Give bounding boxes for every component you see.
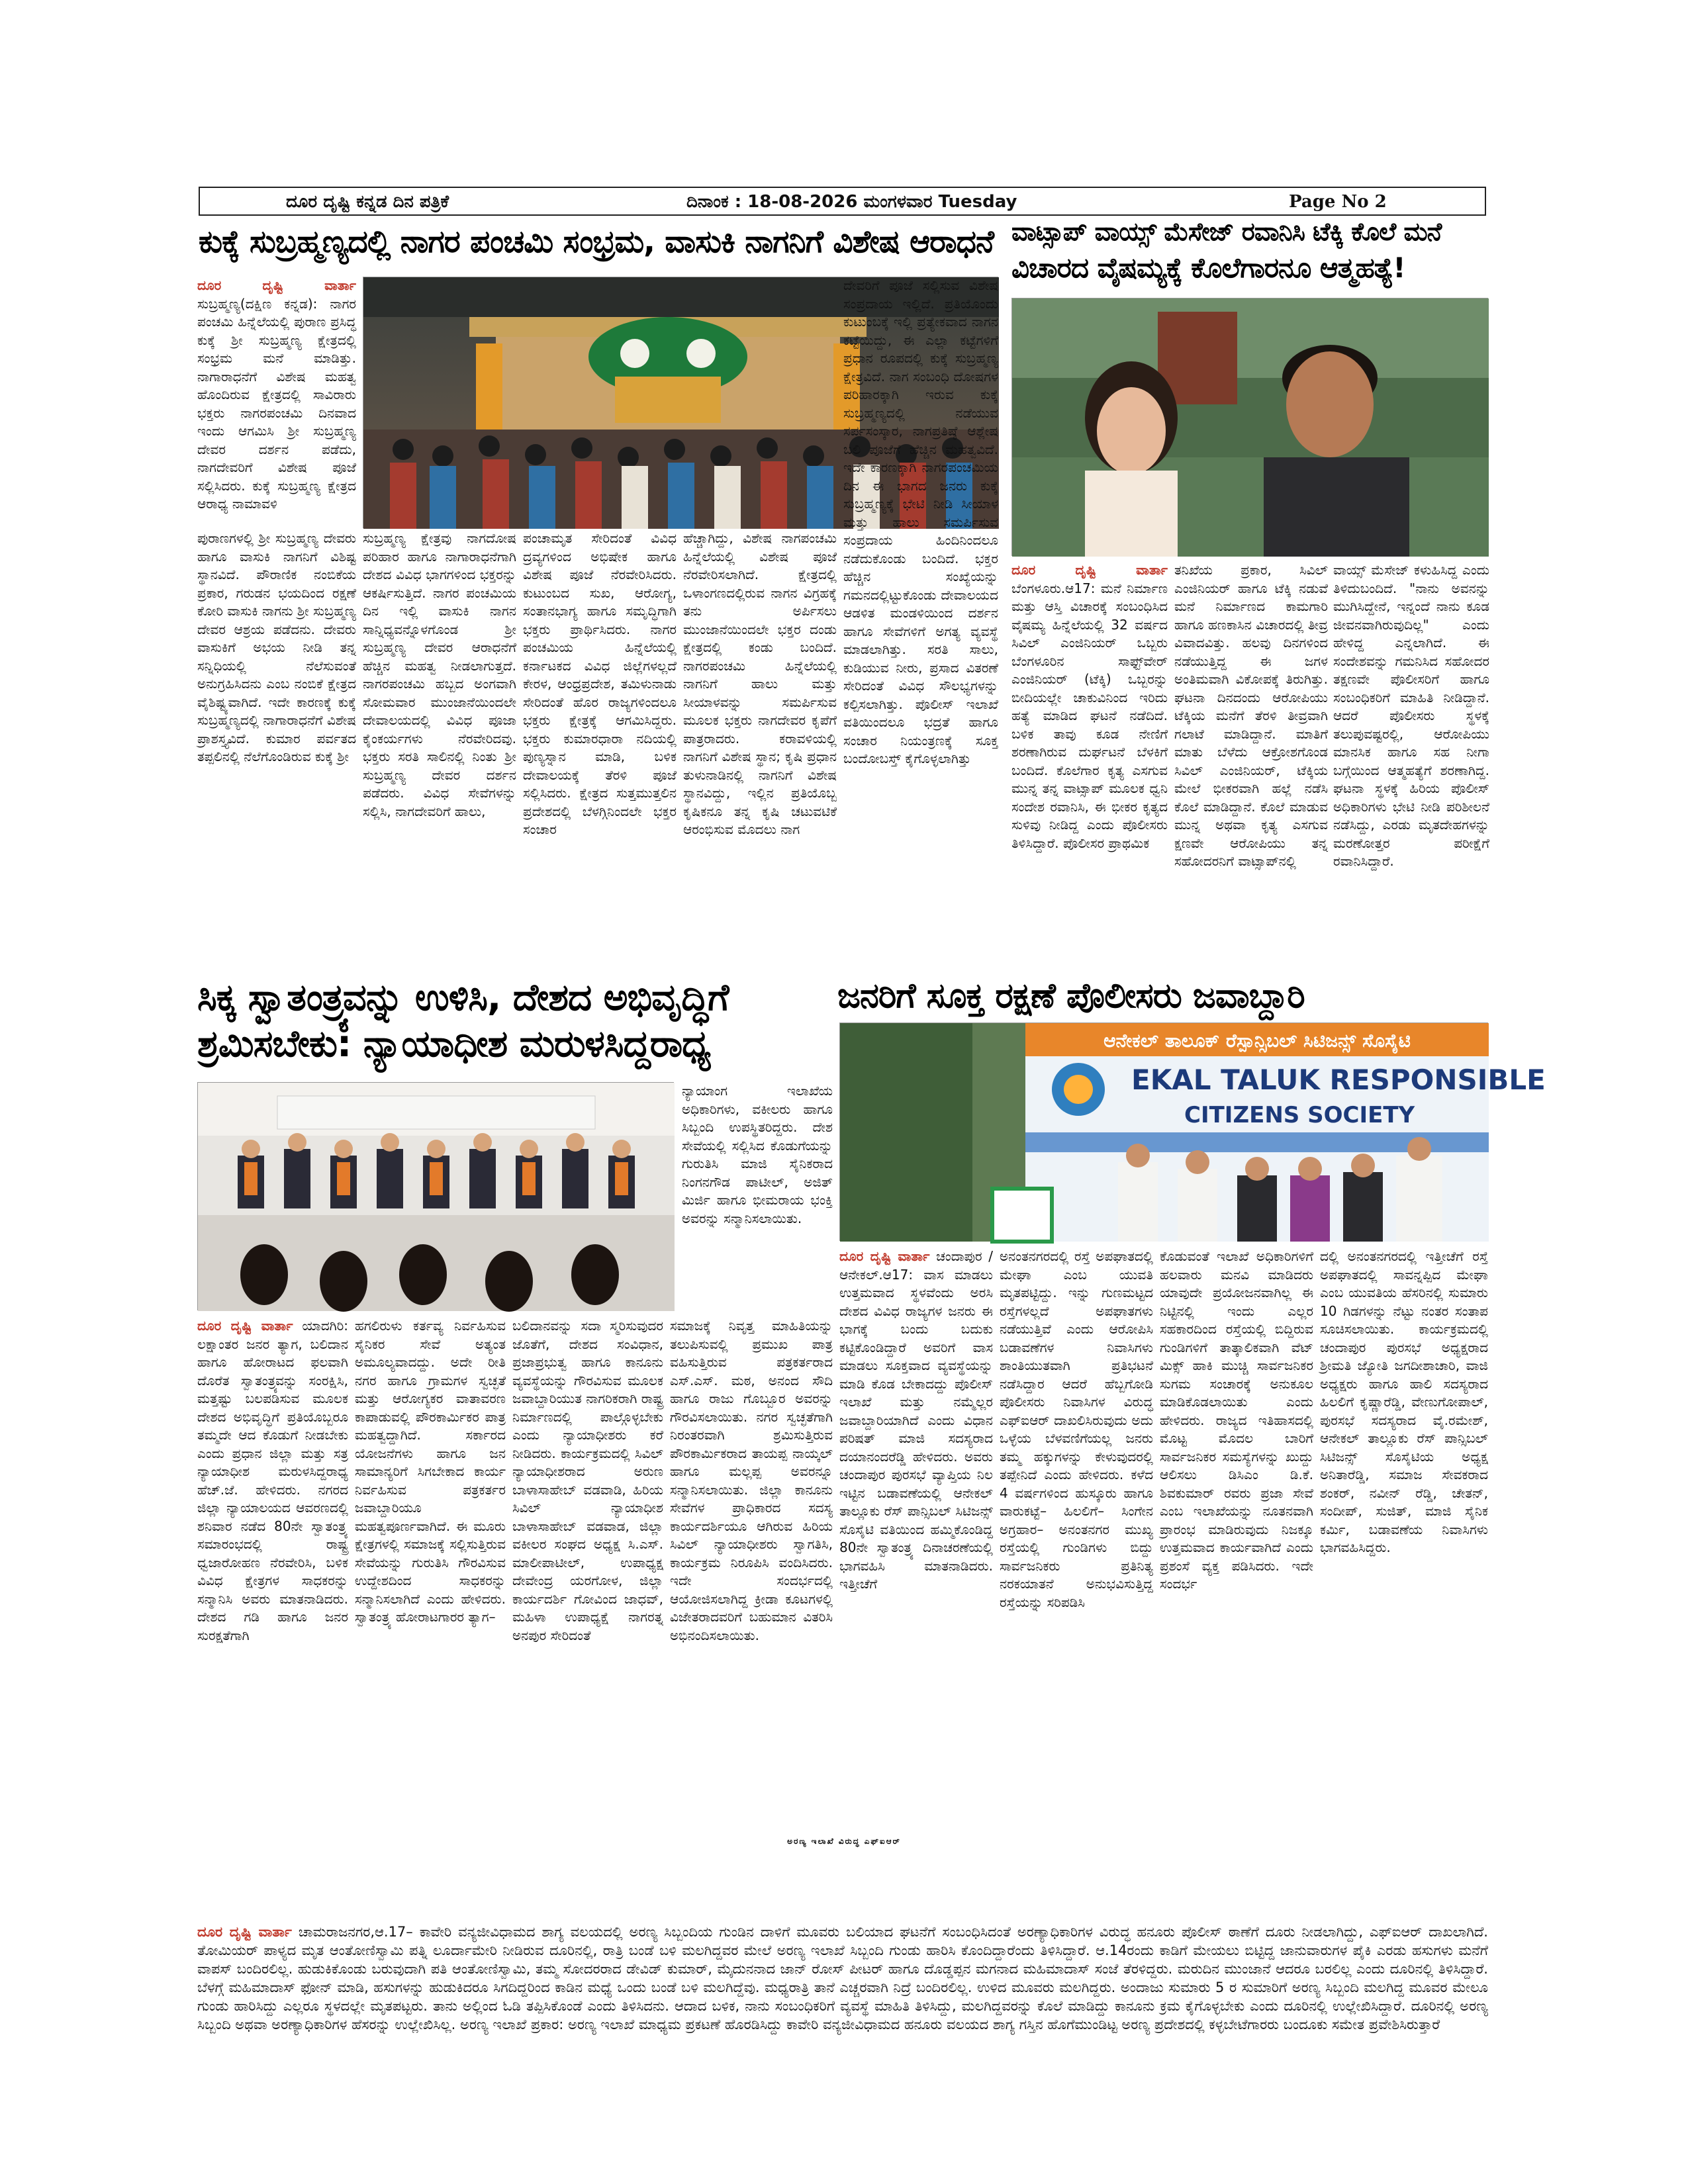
article1-col1-top: ದೂರ ದೃಷ್ಟಿ ವಾರ್ತಾ ಸುಬ್ರಹ್ಮಣ್ಯ(ದಕ್ಷಿಣ ಕನ್ನಡ): ನಾಗರ ಪಂಚಮಿ ಹಿನ್ನೆಲೆಯಲ್ಲಿ ಪುರಾಣ ಪ್ರಸಿದ್ಧ ಕುಕ್ಕೆ ಶ್ರೀ ಸುಬ್ರಹ್ಮಣ್ಯ ಕ್ಷೇತ್ರದಲ್ಲಿ ಸಂಭ್ರಮ ಮನೆ ಮಾಡಿತ್ತು. ನಾಗಾರಾಧನೆಗೆ ವಿಶೇಷ ಮಹತ್ವ ಹೊಂದಿರುವ ಕ್ಷೇತ್ರದಲ್ಲಿ ಸಾವಿರಾರು ಭಕ್ತರು ನಾಗರಪಂಚಮಿ ದಿನವಾದ ಇಂದು ಆಗಮಿಸಿ ಶ್ರೀ ಸುಬ್ರಹ್ಮಣ್ಯ ದೇವರ ದರ್ಶನ ಪಡೆದು, ನಾಗದೇವರಿಗೆ ವಿಶೇಷ ಪೂಜೆ ಸಲ್ಲಿಸಿದರು. ಕುಕ್ಕೆ ಸುಬ್ರಹ್ಮಣ್ಯ ಕ್ಷೇತ್ರದ ಆರಾಧ್ಯ ನಾಮಾವಳಿ [197,277,356,512]
article4-headline: ಜನರಿಗೆ ಸೂಕ್ತ ರಕ್ಷಣೆ ಪೊಲೀಸರು ಜವಾಬ್ದಾರಿ [837,976,1305,1016]
article1-col3: ಪಂಚಾಮೃತ ಸೇರಿದಂತೆ ವಿವಿಧ ದ್ರವ್ಯಗಳಿಂದ ಅಭಿಷೇಕ ಹಾಗೂ ವಿಶೇಷ ಪೂಜೆ ನೆರವೇರಿಸಿದರು. ಕುಟುಂಬದ ಸುಖ, ಆರೋಗ್ಯ, ಸಂತಾನಭಾಗ್ಯ ಹಾಗೂ ಸಮೃದ್ಧಿಗಾಗಿ ಭಕ್ತರು ಪ್ರಾರ್ಥಿಸಿದರು. ನಾಗರ ಪಂಚಮಿಯ ಹಿನ್ನೆಲೆಯಲ್ಲಿ ಕರ್ನಾಟಕದ ವಿವಿಧ ಜಿಲ್ಲೆಗಳಲ್ಲದೆ ಕೇರಳ, ಆಂಧ್ರಪ್ರದೇಶ, ತಮಿಳುನಾಡು ಸೇರಿದಂತೆ ಹೊರ ರಾಜ್ಯಗಳಿಂದಲೂ ಭಕ್ತರು ಕ್ಷೇತ್ರಕ್ಕೆ ಆಗಮಿಸಿದ್ದರು. ಭಕ್ತರು ಕುಮಾರಧಾರಾ ನದಿಯಲ್ಲಿ ಪುಣ್ಯಸ್ನಾನ ಮಾಡಿ, ಬಳಿಕ ದೇವಾಲಯಕ್ಕೆ ತೆರಳಿ ಪೂಜೆ ಸಲ್ಲಿಸಿದರು. ಕ್ಷೇತ್ರದ ಸುತ್ತಮುತ್ತಲಿನ ಪ್ರದೇಶದಲ್ಲಿ ಬೆಳಗ್ಗಿನಿಂದಲೇ ಭಕ್ತರ ಸಂಚಾರ [523,530,677,837]
article3-col4: ಸಮಾಜಕ್ಕೆ ನಿವೃತ್ತ ಮಾಹಿತಿಯನ್ನು ತಲುಪಿಸುವಲ್ಲಿ ಪ್ರಮುಖ ಪಾತ್ರ ವಹಿಸುತ್ತಿರುವ ಪತ್ರಕರ್ತರಾದ ಎಸ್.ಎಸ್. ಮಠ, ಅನಂದ ಸೌದಿ ಹಾಗೂ ರಾಜು ಗೊಬ್ಬೂರ ಅವರನ್ನು ಗೌರವಿಸಲಾಯಿತು. ನಗರ ಸ್ವಚ್ಛತೆಗಾಗಿ ನಿರಂತರವಾಗಿ ಶ್ರಮಿಸುತ್ತಿರುವ ಪೌರಕಾರ್ಮಿಕರಾದ ತಾಯಪ್ಪ ನಾಯ್ಕಲ್ ಹಾಗೂ ಮಲ್ಲಪ್ಪ ಅವರನ್ನೂ ಸನ್ಮಾನಿಸಲಾಯಿತು. ಜಿಲ್ಲಾ ಕಾನೂನು ಸೇವೆಗಳ ಪ್ರಾಧಿಕಾರದ ಸದಸ್ಯ ಕಾರ್ಯದರ್ಶಿಯೂ ಆಗಿರುವ ಹಿರಿಯ ಸಿವಿಲ್ ನ್ಯಾಯಾಧೀಶರು ಸ್ವಾಗತಿಸಿ, ಕಾರ್ಯಕ್ರಮ ನಿರೂಪಿಸಿ ವಂದಿಸಿದರು. ಇದೇ ಸಂದರ್ಭದಲ್ಲಿ ಆಯೋಜಿಸಲಾಗಿದ್ದ ಕ್ರೀಡಾ ಕೂಟಗಳಲ್ಲಿ ವಿಜೇತರಾದವರಿಗೆ ಬಹುಮಾನ ವಿತರಿಸಿ ಅಭಿನಂದಿಸಲಾಯಿತು. [670,1318,833,1643]
article3-col3: ಬಲಿದಾನವನ್ನು ಸದಾ ಸ್ಮರಿಸುವುದರ ಜೊತೆಗೆ, ದೇಶದ ಸಂವಿಧಾನ, ಪ್ರಜಾಪ್ರಭುತ್ವ ಹಾಗೂ ಕಾನೂನು ವ್ಯವಸ್ಥೆಯನ್ನು ಗೌರವಿಸುವ ಮೂಲಕ ಜವಾಬ್ದಾರಿಯುತ ನಾಗರಿಕರಾಗಿ ರಾಷ್ಟ್ರ ನಿರ್ಮಾಣದಲ್ಲಿ ಪಾಲ್ಗೊಳ್ಳಬೇಕು ಎಂದು ನ್ಯಾಯಾಧೀಶರು ಕರೆ ನೀಡಿದರು. ಕಾರ್ಯಕ್ರಮದಲ್ಲಿ ಸಿವಿಲ್ ನ್ಯಾಯಾಧೀಶರಾದ ಅರುಣ ಬಾಳಾಸಾಹೇಬ್ ವಡವಾಡಿ, ಹಿರಿಯ ಸಿವಿಲ್ ನ್ಯಾಯಾಧೀಶ ಬಾಳಾಸಾಹೇಬ್ ವಡವಾಡ, ಜಿಲ್ಲಾ ವಕೀಲರ ಸಂಘದ ಅಧ್ಯಕ್ಷ ಸಿ.ಎಸ್. ಮಾಲೀಪಾಟೀಲ್, ಉಪಾಧ್ಯಕ್ಷ ದೇವೇಂದ್ರ ಯರಗೋಳ, ಜಿಲ್ಲಾ ಕಾರ್ಯದರ್ಶಿ ಗೋವಿಂದ ಜಾಧವ್, ಮಹಿಳಾ ಉಪಾಧ್ಯಕ್ಷೆ ನಾಗರತ್ನ ಅನಪುರ ಸೇರಿದಂತೆ [512,1318,663,1643]
article1-col1-bottom: ಪುರಾಣಗಳಲ್ಲಿ ಶ್ರೀ ಸುಬ್ರಹ್ಮಣ್ಯ ದೇವರು ಹಾಗೂ ವಾಸುಕಿ ನಾಗನಿಗೆ ವಿಶಿಷ್ಟ ಸ್ಥಾನವಿದೆ. ಪೌರಾಣಿಕ ನಂಬಿಕೆಯ ಪ್ರಕಾರ, ಗರುಡನ ಭಯದಿಂದ ರಕ್ಷಣೆ ಕೋರಿ ವಾಸುಕಿ ನಾಗನು ಶ್ರೀ ಸುಬ್ರಹ್ಮಣ್ಯ ದೇವರ ಆಶ್ರಯ ಪಡೆದನು. ದೇವರು ವಾಸುಕಿಗೆ ಅಭಯ ನೀಡಿ ತನ್ನ ಸನ್ನಿಧಿಯಲ್ಲಿ ನೆಲೆಸುವಂತೆ ಅನುಗ್ರಹಿಸಿದನು ಎಂಬ ನಂಬಿಕೆ ಕ್ಷೇತ್ರದ ವೈಶಿಷ್ಟ್ಯವಾಗಿದೆ. ಇದೇ ಕಾರಣಕ್ಕೆ ಕುಕ್ಕೆ ಸುಬ್ರಹ್ಮಣ್ಯದಲ್ಲಿ ನಾಗಾರಾಧನೆಗೆ ವಿಶೇಷ ಪ್ರಾಶಸ್ತ್ಯವಿದೆ. ಕುಮಾರ ಪರ್ವತದ ತಪ್ಪಲಿನಲ್ಲಿ ನೆಲೆಗೊಂಡಿರುವ ಕುಕ್ಕೆ ಶ್ರೀ [197,530,356,764]
banner-english-line2: CITIZENS SOCIETY [1184,1102,1415,1128]
article1-col5: ದೇವರಿಗೆ ಪೂಜೆ ಸಲ್ಲಿಸುವ ವಿಶೇಷ ಸಂಪ್ರದಾಯ ಇಲ್ಲಿದೆ. ಪ್ರತಿಯೊಂದು ಕುಟುಂಬಕ್ಕೆ ಇಲ್ಲಿ ಪ್ರತ್ಯೇಕವಾದ ನಾಗನ ಕಟ್ಟೆಯಿದ್ದು, ಈ ಎಲ್ಲಾ ಕಟ್ಟೆಗಳಿಗೆ ಪ್ರಧಾನ ರೂಪದಲ್ಲಿ ಕುಕ್ಕೆ ಸುಬ್ರಹ್ಮಣ್ಯ ಕ್ಷೇತ್ರವಿದೆ. ನಾಗ ಸಂಬಂಧಿ ದೋಷಗಳ ಪರಿಹಾರಕ್ಕಾಗಿ ಇರುವ ಕುಕ್ಕೆ ಸುಬ್ರಹ್ಮಣ್ಯದಲ್ಲಿ ನಡೆಯುವ ಸರ್ಪಸಂಸ್ಕಾರ, ನಾಗಪ್ರತಿಷ್ಠೆ ಆಶ್ಲೇಷ ಬಲಿ ಪೂಜೆಗೆ ಹೆಚ್ಚಿನ ಮಹತ್ವವಿದೆ. ಇದೇ ಕಾರಣಕ್ಕಾಗಿ ನಾಗರಪಂಚಮಿಯ ದಿನ ಈ ಭಾಗದ ಜನರು ಕುಕ್ಕೆ ಸುಬ್ರಹ್ಮಣ್ಯಕ್ಕೆ ಭೇಟಿ ನೀಡಿ ಸೀಯಾಳ ಮತ್ತು ಹಾಲು ಸಮರ್ಪಿಸುವ ಸಂಪ್ರದಾಯ ಹಿಂದಿನಿಂದಲೂ ನಡೆದುಕೊಂಡು ಬಂದಿದೆ. ಭಕ್ತರ ಹೆಚ್ಚಿನ ಸಂಖ್ಯೆಯನ್ನು ಗಮನದಲ್ಲಿಟ್ಟುಕೊಂಡು ದೇವಾಲಯದ ಆಡಳಿತ ಮಂಡಳಿಯಿಂದ ದರ್ಶನ ಹಾಗೂ ಸೇವೆಗಳಿಗೆ ಅಗತ್ಯ ವ್ಯವಸ್ಥೆ ಮಾಡಲಾಗಿತ್ತು. ಸರತಿ ಸಾಲು, ಕುಡಿಯುವ ನೀರು, ಪ್ರಸಾದ ವಿತರಣೆ ಸೇರಿದಂತೆ ವಿವಿಧ ಸೌಲಭ್ಯಗಳನ್ನು ಕಲ್ಪಿಸಲಾಗಿತ್ತು. ಪೊಲೀಸ್ ಇಲಾಖೆ ವತಿಯಿಂದಲೂ ಭದ್ರತೆ ಹಾಗೂ ಸಂಚಾರ ನಿಯಂತ್ರಣಕ್ಕೆ ಸೂಕ್ತ ಬಂದೋಬಸ್ತ್ ಕೈಗೊಳ್ಳಲಾಗಿತ್ತು [843,277,998,766]
page-header [199,187,1486,216]
citizens-society-photo [839,1023,1546,1241]
article2-col3: ವಾಯ್ಸ್ ಮೆಸೇಜ್ ಕಳುಹಿಸಿದ್ದ ಎಂದು ತಿಳಿದುಬಂದಿದೆ. "ನಾನು ಅವನನ್ನು ಮುಗಿಸಿದ್ದೇನೆ, ಇನ್ನಂದೆ ನಾನು ಕೂಡ ಜೀವನವಾಗಿರುವುದಿಲ್ಲ" ಎಂದು ಹೇಳಿದ್ದ ಎನ್ನಲಾಗಿದೆ. ಈ ಸಂದೇಶವನ್ನು ಗಮನಿಸಿದ ಸಹೋದರ ತಕ್ಷಣವೇ ಪೊಲೀಸರಿಗೆ ಹಾಗೂ ಸಂಬಂಧಿಕರಿಗೆ ಮಾಹಿತಿ ನೀಡಿದ್ದಾನೆ. ಆದರೆ ಪೊಲೀಸರು ಸ್ಥಳಕ್ಕೆ ತಲುಪುವಷ್ಟರಲ್ಲಿ, ಆರೋಪಿಯು ಮಾನಸಿಕ ಹಾಗೂ ಸಹ ನೀಗಾ ಬಗ್ಗೆಯಿಂದ ಆತ್ಮಹತ್ಯೆಗೆ ಶರಣಾಗಿದ್ದ. ಘಟನಾ ಸ್ಥಳಕ್ಕೆ ಹಿರಿಯ ಪೊಲೀಸ್ ಅಧಿಕಾರಿಗಳು ಭೇಟಿ ನೀಡಿ ಪರಿಶೀಲನೆ ನಡೆಸಿದ್ದು, ಎರಡು ಮೃತದೇಹಗಳನ್ನು ಮರಣೋತ್ತರ ಪರೀಕ್ಷೆಗೆ ರವಾನಿಸಿದ್ದಾರೆ. [1333,562,1489,869]
article3-byline: ದೂರ ದೃಷ್ಟಿ ವಾರ್ತಾ [197,1318,293,1334]
couple-photo [1011,298,1488,556]
article3-headline-line2: ಶ್ರಮಿಸಬೇಕು: ನ್ಯಾಯಾಧೀಶ ಮರುಳಸಿದ್ದರಾಧ್ಯ [197,1023,711,1066]
article4-col4: ದಲ್ಲಿ ಅನಂತನಗರದಲ್ಲಿ ಇತ್ತೀಚೆಗೆ ರಸ್ತೆ ಅಪಘಾತದಲ್ಲಿ ಸಾವನ್ನಪ್ಪಿದ ಮೇಘಾ ಎಂಬ ಯುವತಿಯ ಹೆಸರಿನಲ್ಲಿ ಸುಮಾರು 10 ಗಿಡಗಳನ್ನು ನೆಟ್ಟು ನಂತರ ಸಂತಾಪ ಸೂಚಿಸಲಾಯಿತು. ಕಾರ್ಯಕ್ರಮದಲ್ಲಿ ಚಂದಾಪುರ ಪುರಸಭೆ ಅಧ್ಯಕ್ಷರಾದ ಶ್ರೀಮತಿ ಜ್ಯೋತಿ ಜಗದೀಶಾಚಾರಿ, ವಾಜಿ ಅಧ್ಯಕ್ಷರು ಹಾಗೂ ಹಾಲಿ ಸದಸ್ಯರಾದ ಹಿಲಲಿಗೆ ಕೃಷ್ಣಾರೆಡ್ಡಿ, ವೇಣುಗೋಪಾಲ್, ಪುರಸಭೆ ಸದಸ್ಯರಾದ ವೈ.ರಮೇಶ್, ಆನೇಕಲ್ ತಾಲ್ಲೂಕು ರೆಸ್ ಪಾನ್ಸಿಬಲ್ ಸಿಟಿಜನ್ಸ್ ಸೊಸೈಟಿಯ ಅಧ್ಯಕ್ಷ ಅನಿತಾರೆಡ್ಡಿ, ಸಮಾಜ ಸೇವಕರಾದ ಶಂಕರ್, ನವೀನ್ ರೆಡ್ಡಿ, ಚೇತನ್, ಸಂದೀಪ್, ಸುಜಿತ್, ಮಾಜಿ ಸೈನಿಕ ಕರ್ಮಿ, ಬಡಾವಣೆಯ ನಿವಾಸಿಗಳು ಭಾಗವಹಿಸಿದ್ದರು. [1320,1248,1488,1555]
article3-col1: ದೂರ ದೃಷ್ಟಿ ವಾರ್ತಾ ಯಾದಗಿರಿ: ಲಕ್ಷಾಂತರ ಜನರ ತ್ಯಾಗ, ಬಲಿದಾನ ಹಾಗೂ ಹೋರಾಟದ ಫಲವಾಗಿ ದೊರೆತ ಸ್ವಾತಂತ್ರ್ಯವನ್ನು ಸಂರಕ್ಷಿಸಿ, ಮತ್ತಷ್ಟು ಬಲಪಡಿಸುವ ಮೂಲಕ ದೇಶದ ಅಭಿವೃದ್ಧಿಗೆ ಪ್ರತಿಯೊಬ್ಬರೂ ತಮ್ಮದೇ ಆದ ಕೊಡುಗೆ ನೀಡಬೇಕು ಎಂದು ಪ್ರಧಾನ ಜಿಲ್ಲಾ ಮತ್ತು ಸತ್ರ ನ್ಯಾಯಾಧೀಶ ಮರುಳಸಿದ್ದರಾಧ್ಯ ಹೆಚ್.ಜೆ. ಹೇಳಿದರು. ನಗರದ ಜಿಲ್ಲಾ ನ್ಯಾಯಾಲಯದ ಆವರಣದಲ್ಲಿ ಶನಿವಾರ ನಡೆದ 80ನೇ ಸ್ವಾತಂತ್ರ್ಯ ಸಮಾರಂಭದಲ್ಲಿ ರಾಷ್ಟ್ರ ಧ್ವಜಾರೋಹಣ ನೆರವೇರಿಸಿ, ಬಳಿಕ ವಿವಿಧ ಕ್ಷೇತ್ರಗಳ ಸಾಧಕರನ್ನು ಸನ್ಮಾನಿಸಿ ಅವರು ಮಾತನಾಡಿದರು. ದೇಶದ ಗಡಿ ಹಾಗೂ ಜನರ ಸುರಕ್ಷತೆಗಾಗಿ [197,1318,348,1643]
paper-name: ದೂರ ದೃಷ್ಟಿ ಕನ್ನಡ ದಿನ ಪತ್ರಿಕೆ [286,192,449,212]
article3-col2: ಹಗಲಿರುಳು ಕರ್ತವ್ಯ ನಿರ್ವಹಿಸುವ ಸೈನಿಕರ ಸೇವೆ ಅತ್ಯಂತ ಅಮೂಲ್ಯವಾದದ್ದು. ಅದೇ ರೀತಿ ನಗರ ಹಾಗೂ ಗ್ರಾಮಗಳ ಸ್ವಚ್ಛತೆ ಮತ್ತು ಆರೋಗ್ಯಕರ ವಾತಾವರಣ ಕಾಪಾಡುವಲ್ಲಿ ಪೌರಕಾರ್ಮಿಕರ ಪಾತ್ರ ಮಹತ್ವದ್ದಾಗಿದೆ. ಸರ್ಕಾರದ ಯೋಜನೆಗಳು ಹಾಗೂ ಜನ ಸಾಮಾನ್ಯರಿಗೆ ಸಿಗಬೇಕಾದ ಕಾರ್ಯ ನಿರ್ವಹಿಸುವ ಪತ್ರಕರ್ತರ ಜವಾಬ್ದಾರಿಯೂ ಮಹತ್ವಪೂರ್ಣವಾಗಿದೆ. ಈ ಮೂರು ಕ್ಷೇತ್ರಗಳಲ್ಲಿ ಸಮಾಜಕ್ಕೆ ಸಲ್ಲಿಸುತ್ತಿರುವ ಸೇವೆಯನ್ನು ಗುರುತಿಸಿ ಗೌರವಿಸುವ ಉದ್ದೇಶದಿಂದ ಸಾಧಕರನ್ನು ಸನ್ಮಾನಿಸಲಾಗಿದೆ ಎಂದು ಹೇಳಿದರು. ಸ್ವಾತಂತ್ರ್ಯ ಹೋರಾಟಗಾರರ ತ್ಯಾಗ– [355,1318,506,1625]
article1-col2: ಸುಬ್ರಹ್ಮಣ್ಯ ಕ್ಷೇತ್ರವು ನಾಗದೋಷ ಪರಿಹಾರ ಹಾಗೂ ನಾಗಾರಾಧನೆಗಾಗಿ ದೇಶದ ವಿವಿಧ ಭಾಗಗಳಿಂದ ಭಕ್ತರನ್ನು ಆಕರ್ಷಿಸುತ್ತಿದೆ. ನಾಗರ ಪಂಚಮಿಯ ದಿನ ಇಲ್ಲಿ ವಾಸುಕಿ ನಾಗನ ಸಾನ್ನಿಧ್ಯವನ್ನೊಳಗೊಂಡ ಶ್ರೀ ಸುಬ್ರಹ್ಮಣ್ಯ ದೇವರ ಆರಾಧನೆಗೆ ಹೆಚ್ಚಿನ ಮಹತ್ವ ನೀಡಲಾಗುತ್ತದೆ. ನಾಗರಪಂಚಮಿ ಹಬ್ಬದ ಅಂಗವಾಗಿ ಸೋಮವಾರ ಮುಂಜಾನೆಯಿಂದಲೇ ದೇವಾಲಯದಲ್ಲಿ ವಿವಿಧ ಪೂಜಾ ಕೈಂಕರ್ಯಗಳು ನೆರವೇರಿದವು. ಭಕ್ತರು ಸರತಿ ಸಾಲಿನಲ್ಲಿ ನಿಂತು ಶ್ರೀ ಸುಬ್ರಹ್ಮಣ್ಯ ದೇವರ ದರ್ಶನ ಪಡೆದರು. ವಿವಿಧ ಸೇವೆಗಳನ್ನು ಸಲ್ಲಿಸಿ, ನಾಗದೇವರಿಗೆ ಹಾಲು, [363,530,516,819]
article4-col2: ಅನಂತನಗರದಲ್ಲಿ ರಸ್ತೆ ಅಪಘಾತದಲ್ಲಿ ಮೇಘಾ ಎಂಬ ಯುವತಿ ಮೃತಪಟ್ಟಿದ್ದು. ಇನ್ನು ಗುಣಮಟ್ಟದ ರಸ್ತೆಗಳಲ್ಲದೆ ಅಪಘಾತಗಳು ನಡೆಯುತ್ತಿವೆ ಎಂದು ಆರೋಪಿಸಿ ಬಡಾವಣೆಗಳ ನಿವಾಸಿಗಳು ಶಾಂತಿಯುತವಾಗಿ ಪ್ರತಿಭಟನೆ ನಡೆಸಿದ್ದಾರ ಆದರೆ ಹೆಬ್ಬಗೋಡಿ ಪೊಲೀಸರು ನಿವಾಸಿಗಳ ವಿರುದ್ಧ ಎಫ್‌ಐಆರ್ ದಾಖಲಿಸಿರುವುದು ಅದು ಒಳ್ಳೆಯ ಬೆಳವಣಿಗೆಯಲ್ಲ ಜನರು ತಮ್ಮ ಹಕ್ಕುಗಳನ್ನು ಕೇಳುವುದರಲ್ಲಿ ತಪ್ಪೇನಿದೆ ಎಂದು ಹೇಳಿದರು. ಕಳೆದ 4 ವರ್ಷಗಳಿಂದ ಹುಸ್ಕೂರು ಹಾಗೂ ವಾರುಕಟ್ಟೆ– ಹಿಲಲಿಗೆ– ಸಿಂಗೇನ ಅಗ್ರಹಾರ– ಅನಂತನಗರ ಮುಖ್ಯ ರಸ್ತೆಯಲ್ಲಿ ಗುಂಡಿಗಳು ಬಿದ್ದು ಸಾರ್ವಜನಿಕರು ಪ್ರತಿನಿತ್ಯ ನರಕಯಾತನೆ ಅನುಭವಿಸುತ್ತಿದ್ದ ರಸ್ತೆಯನ್ನು ಸರಿಪಡಿಸಿ [1000,1248,1153,1610]
banner-english-line1: EKAL TALUK RESPONSIBLE [1131,1064,1546,1096]
article2-byline: ದೂರ ದೃಷ್ಟಿ ವಾರ್ತಾ [1011,562,1168,578]
banner-kannada-text: ಆನೇಕಲ್ ತಾಲೂಕ್ ರೆಸ್ಪಾನ್ಸಿಬಲ್ ಸಿಟಿಜನ್ಸ್ ಸೊಸೈಟಿ [1103,1030,1411,1052]
article1-byline: ದೂರ ದೃಷ್ಟಿ ವಾರ್ತಾ [197,277,356,293]
article2-col1: ದೂರ ದೃಷ್ಟಿ ವಾರ್ತಾ ಬೆಂಗಳೂರು.ಆ17: ಮನೆ ನಿರ್ಮಾಣ ಮತ್ತು ಆಸ್ತಿ ವಿಚಾರಕ್ಕೆ ಸಂಬಂಧಿಸಿದ ವೈಷಮ್ಯ ಹಿನ್ನೆಲೆಯಲ್ಲಿ 32 ವರ್ಷದ ಸಿವಿಲ್ ಎಂಜಿನಿಯರ್ ಒಬ್ಬರು ಬೆಂಗಳೂರಿನ ಸಾಫ್ಟ್‌ವೇರ್ ಎಂಜಿನಿಯರ್ (ಟೆಕ್ಕಿ) ಒಬ್ಬರನ್ನು ಬೀದಿಯಲ್ಲೇ ಚಾಕುವಿನಿಂದ ಇರಿದು ಹತ್ಯೆ ಮಾಡಿದ ಘಟನೆ ನಡೆದಿದೆ. ಬಳಿಕ ತಾವು ಕೂಡ ನೇಣಿಗೆ ಶರಣಾಗಿರುವ ದುರ್ಘಟನೆ ಬೆಳಕಿಗೆ ಬಂದಿದೆ. ಕೊಲೆಗಾರ ಕೃತ್ಯ ಎಸಗುವ ಮುನ್ನ ತನ್ನ ವಾಟ್ಸಾಪ್ ಮೂಲಕ ಧ್ವನಿ ಸಂದೇಶ ರವಾನಿಸಿ, ಈ ಭೀಕರ ಕೃತ್ಯದ ಸುಳಿವು ನೀಡಿದ್ದ ಎಂದು ಪೊಲೀಸರು ತಿಳಿಸಿದ್ದಾರೆ. ಪೊಲೀಸರ ಪ್ರಾಥಮಿಕ [1011,562,1168,851]
article4-col3: ಕೊಡುವಂತೆ ಇಲಾಖೆ ಅಧಿಕಾರಿಗಳಿಗೆ ಹಲವಾರು ಮನವಿ ಮಾಡಿದರು ಯಾವುದೇ ಪ್ರಯೋಜನವಾಗಿಲ್ಲ ಈ ನಿಟ್ಟಿನಲ್ಲಿ ಇಂದು ಎಲ್ಲರ ಸಹಕಾರದಿಂದ ರಸ್ತೆಯಲ್ಲಿ ಬಿದ್ದಿರುವ ಗುಂಡಿಗಳಿಗೆ ತಾತ್ಕಾಲಿಕವಾಗಿ ವೆಟ್ ಮಿಕ್ಸ್ ಹಾಕಿ ಮುಚ್ಚಿ ಸಾರ್ವಜನಿಕರ ಸುಗಮ ಸಂಚಾರಕ್ಕೆ ಅನುಕೂಲ ಮಾಡಿಕೊಡಲಾಯಿತು ಎಂದು ಹೇಳಿದರು. ರಾಜ್ಯದ ಇತಿಹಾಸದಲ್ಲಿ ಮೊಟ್ಟ ಮೊದಲ ಬಾರಿಗೆ ಸಾರ್ವಜನಿಕರ ಸಮಸ್ಯೆಗಳನ್ನು ಖುದ್ದು ಆಲಿಸಲು ಡಿಸಿಎಂ ಡಿ.ಕೆ. ಶಿವಕುಮಾರ್ ರವರು ಪ್ರಜಾ ಸೇವೆ ಎಂಬ ಇಲಾಖೆಯನ್ನು ನೂತನವಾಗಿ ಪ್ರಾರಂಭ ಮಾಡಿರುವುದು ನಿಜಕ್ಕೂ ಉತ್ತಮವಾದ ಕಾರ್ಯವಾಗಿದೆ ಎಂದು ಪ್ರಶಂಸೆ ವ್ಯಕ್ತ ಪಡಿಸಿದರು. ಇದೇ ಸಂದರ್ಭ [1160,1248,1313,1592]
page-number: Page No 2 [1289,192,1387,212]
article1-headline: ಕುಕ್ಕೆ ಸುಬ್ರಹ್ಮಣ್ಯದಲ್ಲಿ ನಾಗರ ಪಂಚಮಿ ಸಂಭ್ರಮ, ವಾಸುಕಿ ನಾಗನಿಗೆ ವಿಶೇಷ ಆರಾಧನೆ [199,224,994,260]
article2-headline-line1: ವಾಟ್ಸಾಪ್ ವಾಯ್ಸ್ ಮೆಸೇಜ್ ರವಾನಿಸಿ ಟೆಕ್ಕಿ ಕೊಲೆ ಮನೆ [1011,217,1442,246]
article5-byline: ದೂರ ದೃಷ್ಟಿ ವಾರ್ತಾ [197,1924,292,1940]
article2-headline-line2: ವಿಚಾರದ ವೈಷಮ್ಯಕ್ಕೆ ಕೊಲೆಗಾರನೂ ಆತ್ಮಹತ್ಯೆ! [1011,251,1405,284]
article1-col4: ಹೆಚ್ಚಾಗಿದ್ದು, ವಿಶೇಷ ನಾಗಪಂಚಮಿ ಹಿನ್ನೆಲೆಯಲ್ಲಿ ವಿಶೇಷ ಪೂಜೆ ನೆರವೇರಿಸಲಾಗಿದೆ. ಕ್ಷೇತ್ರದಲ್ಲಿ ಒಳಾಂಗಣದಲ್ಲಿರುವ ನಾಗನ ವಿಗ್ರಹಕ್ಕೆ ತನು ಅರ್ಪಿಸಲು ಮುಂಜಾನೆಯಿಂದಲೇ ಭಕ್ತರ ದಂಡು ಕ್ಷೇತ್ರದಲ್ಲಿ ಕಂಡು ಬಂದಿದೆ. ನಾಗರಪಂಚಮಿ ಹಿನ್ನೆಲೆಯಲ್ಲಿ ನಾಗನಿಗೆ ಹಾಲು ಮತ್ತು ಸೀಯಾಳವನ್ನು ಸಮರ್ಪಿಸುವ ಮೂಲಕ ಭಕ್ತರು ನಾಗದೇವರ ಕೃಪೆಗೆ ಪಾತ್ರರಾದರು. ಕರಾವಳಿಯಲ್ಲಿ ನಾಗನಿಗೆ ವಿಶೇಷ ಸ್ಥಾನ; ಕೃಷಿ ಪ್ರಧಾನ ತುಳುನಾಡಿನಲ್ಲಿ ನಾಗನಿಗೆ ವಿಶೇಷ ಸ್ಥಾನವಿದ್ದು, ಇಲ್ಲಿನ ಪ್ರತಿಯೊಬ್ಬ ಕೃಷಿಕನೂ ತನ್ನ ಕೃಷಿ ಚಟುವಟಿಕೆ ಆರಂಭಿಸುವ ಮೊದಲು ನಾಗ [683,530,837,837]
issue-date: ದಿನಾಂಕ : 18-08-2026 ಮಂಗಳವಾರ Tuesday [686,192,1017,212]
article4-byline: ದೂರ ದೃಷ್ಟಿ ವಾರ್ತಾ [839,1248,930,1264]
article3-headline-line1: ಸಿಕ್ಕ ಸ್ವಾತಂತ್ರ್ಯವನ್ನು ಉಳಿಸಿ, ದೇಶದ ಅಭಿವೃದ್ಧಿಗೆ [197,976,729,1019]
article3-col-right-top: ನ್ಯಾಯಾಂಗ ಇಲಾಖೆಯ ಅಧಿಕಾರಿಗಳು, ವಕೀಲರು ಹಾಗೂ ಸಿಬ್ಬಂದಿ ಉಪಸ್ಥಿತರಿದ್ದರು. ದೇಶ ಸೇವೆಯಲ್ಲಿ ಸಲ್ಲಿಸಿದ ಕೊಡುಗೆಯನ್ನು ಗುರುತಿಸಿ ಮಾಜಿ ಸೈನಿಕರಾದ ನಿಂಗನಗೌಡ ಪಾಟೀಲ್, ಅಜಿತ್ ಮಿರ್ಜಿ ಹಾಗೂ ಭೀಮರಾಯ ಭಂಕ್ತಿ ಅವರನ್ನು ಸನ್ಮಾನಿಸಲಾಯಿತು. [682,1083,833,1226]
court-event-photo [197,1082,674,1310]
article2-col2: ತನಿಖೆಯ ಪ್ರಕಾರ, ಸಿವಿಲ್ ಎಂಜಿನಿಯರ್ ಹಾಗೂ ಟೆಕ್ಕಿ ನಡುವೆ ಮನೆ ನಿರ್ಮಾಣದ ಕಾಮಗಾರಿ ಹಾಗೂ ಹಣಕಾಸಿನ ವಿಚಾರದಲ್ಲಿ ತೀವ್ರ ವಿವಾದವಿತ್ತು. ಹಲವು ದಿನಗಳಿಂದ ನಡೆಯುತ್ತಿದ್ದ ಈ ಜಗಳ ಅಂತಿಮವಾಗಿ ವಿಕೋಪಕ್ಕೆ ತಿರುಗಿತ್ತು. ಘಟನಾ ದಿನದಂದು ಆರೋಪಿಯು ಟೆಕ್ಕಿಯ ಮನೆಗೆ ತೆರಳಿ ತೀವ್ರವಾಗಿ ಗಲಾಟೆ ಮಾಡಿದ್ದಾನೆ. ಮಾತಿಗೆ ಮಾತು ಬೆಳೆದು ಆಕ್ರೋಶಗೊಂಡ ಸಿವಿಲ್ ಎಂಜಿನಿಯರ್, ಟೆಕ್ಕಿಯ ಮೇಲೆ ಭೀಕರವಾಗಿ ಹಲ್ಲೆ ನಡೆಸಿ ಕೊಲೆ ಮಾಡಿದ್ದಾನೆ. ಕೊಲೆ ಮಾಡುವ ಮುನ್ನ ಅಥವಾ ಕೃತ್ಯ ಎಸಗುವ ಕ್ಷಣವೇ ಆರೋಪಿಯು ತನ್ನ ಸಹೋದರನಿಗೆ ವಾಟ್ಸಾಪ್‌ನಲ್ಲಿ [1174,562,1328,869]
article4-col1: ದೂರ ದೃಷ್ಟಿ ವಾರ್ತಾ ಚಂದಾಪುರ /ಆನೇಕಲ್.ಆ17: ವಾಸ ಮಾಡಲು ಉತ್ತಮವಾದ ಸ್ಥಳವೆಂದು ಅರಸಿ ದೇಶದ ವಿವಿಧ ರಾಜ್ಯಗಳ ಜನರು ಈ ಭಾಗಕ್ಕೆ ಬಂದು ಬದುಕು ಕಟ್ಟಿಕೊಂಡಿದ್ದಾರೆ ಅವರಿಗೆ ವಾಸ ಮಾಡಲು ಸೂಕ್ತವಾದ ವ್ಯವಸ್ಥೆಯನ್ನು ಮಾಡಿ ಕೊಡ ಬೇಕಾದದ್ದು ಪೊಲೀಸ್ ಇಲಾಖೆ ಮತ್ತು ನಮ್ಮೆಲ್ಲರ ಜವಾಬ್ದಾರಿಯಾಗಿದೆ ಎಂದು ವಿಧಾನ ಪರಿಷತ್ ಮಾಜಿ ಸದಸ್ಯರಾದ ದಯಾನಂದರೆಡ್ಡಿ ಹೇಳಿದರು. ಅವರು ಚಂದಾಪುರ ಪುರಸಭೆ ವ್ಯಾಪ್ತಿಯ ನಿಲ ಇಟ್ಟಿನ ಬಡಾವಣೆಯಲ್ಲಿ ಆನೇಕಲ್ ತಾಲ್ಲೂಕು ರೆಸ್ ಪಾನ್ಸಿಬಲ್ ಸಿಟಿಜನ್ಸ್ ಸೊಸೈಟಿ ವತಿಯಿಂದ ಹಮ್ಮಿಕೊಂಡಿದ್ದ 80ನೇ ಸ್ವಾತಂತ್ರ್ಯ ದಿನಾಚರಣೆಯಲ್ಲಿ ಭಾಗವಹಿಸಿ ಮಾತನಾಡಿದರು. ಇತ್ತೀಚೆಗೆ [839,1248,993,1592]
article5-body: ದೂರ ದೃಷ್ಟಿ ವಾರ್ತಾ ಚಾಮರಾಜನಗರ,ಆ.17– ಕಾವೇರಿ ವನ್ಯಜೀವಿಧಾಮದ ಶಾಗ್ಯ ವಲಯದಲ್ಲಿ ಅರಣ್ಯ ಸಿಬ್ಬಂದಿಯ ಗುಂಡಿನ ದಾಳಿಗೆ ಮೂವರು ಬಲಿಯಾದ ಘಟನೆಗೆ ಸಂಬಂಧಿಸಿದಂತೆ ಅರಣ್ಯಾಧಿಕಾರಿಗಳ ವಿರುದ್ಧ ಹನೂರು ಪೊಲೀಸ್ ಠಾಣೆಗೆ ದೂರು ನೀಡಲಾಗಿದ್ದು, ಎಫ್‌ಐಆರ್ ದಾಖಲಾಗಿದೆ. ತೋಮಿಯರ್ ಪಾಳ್ಯದ ಮೃತ ಆಂತೋಣಿಸ್ವಾಮಿ ಪತ್ನಿ ಲೂರ್ದಾಮೇರಿ ನೀಡಿರುವ ದೂರಿನಲ್ಲಿ, ರಾತ್ರಿ ಬಂಡೆ ಬಳಿ ಮಲಗಿದ್ದವರ ಮೇಲೆ ಅರಣ್ಯ ಇಲಾಖೆ ಸಿಬ್ಬಂದಿ ಗುಂಡು ಹಾರಿಸಿ ಕೊಂದಿದ್ದಾರೆಂದು ತಿಳಿಸಿದ್ದಾರೆ. ಆ.14ರಂದು ಕಾಡಿಗೆ ಮೇಯಲು ಬಿಟ್ಟಿದ್ದ ಜಾನುವಾರುಗಳ ಪೈಕಿ ಎರಡು ಹಸುಗಳು ಮನೆಗೆ ವಾಪಸ್ ಬಂದಿರಲಿಲ್ಲ. ಹುಡುಕಿಕೊಂಡು ಬರುವುದಾಗಿ ಪತಿ ಆಂತೋಣಿಸ್ವಾಮಿ, ತಮ್ಮ ಸೋದರರಾದ ಡೇವಿಡ್ ಕುಮಾರ್, ಮೈದುನನಾದ ಜಾನ್ ರೋಸ್ ಪೀಟರ್ ಹಾಗೂ ದೊಡ್ಡಪ್ಪನ ಮಗನಾದ ಮಹಿಮಾದಾಸ್ ಸಂಜೆ ತೆರಳಿದ್ದರು. ಮರುದಿನ ಮುಂಜಾನೆ ಆದರೂ ಬರಲಿಲ್ಲ ಎಂದು ದೂರಿನಲ್ಲಿ ತಿಳಿಸಿದ್ದಾರೆ. ಬೆಳಗ್ಗೆ ಮಹಿಮಾದಾಸ್ ಫೋನ್ ಮಾಡಿ, ಹಸುಗಳನ್ನು ಹುಡುಕಿದರೂ ಸಿಗದಿದ್ದರಿಂದ ಕಾಡಿನ ಮಧ್ಯೆ ಒಂದು ಬಂಡೆ ಬಳಿ ಮಲಗಿದ್ದೆವು. ಮಧ್ಯರಾತ್ರಿ ತಾನೆ ಎಚ್ಚರವಾಗಿ ನಿದ್ರೆ ಬಂದಿರಲಿಲ್ಲ. ಉಳಿದ ಮೂವರು ಮಲಗಿದ್ದರು. ಅಂದಾಜು ಸುಮಾರು 5 ರ ಸುಮಾರಿಗೆ ಅರಣ್ಯ ಸಿಬ್ಬಂದಿ ಮಲಗಿದ್ದ ಮೂವರ ಮೇಲೂ ಗುಂಡು ಹಾರಿಸಿದ್ದು ಎಲ್ಲರೂ ಸ್ಥಳದಲ್ಲೇ ಮೃತಪಟ್ಟರು. ತಾನು ಅಲ್ಲಿಂದ ಓಡಿ ತಪ್ಪಿಸಿಕೊಂಡೆ ಎಂದು ತಿಳಿಸಿದನು. ಆದಾದ ಬಳಿಕ, ನಾನು ಸಂಬಂಧಿಕರಿಗೆ ವ್ಯವಸ್ಥೆ ಮಾಹಿತಿ ತಿಳಿಸಿದ್ದು, ಮಲಗಿದ್ದವರನ್ನು ಕೊಲೆ ಮಾಡಿದ್ದು ಕಾನೂನು ಕ್ರಮ ಕೈಗೊಳ್ಳಬೇಕು ಎಂದು ದೂರಿನಲ್ಲಿ ಉಲ್ಲೇಖಿಸಿದ್ದಾರೆ. ದೂರಿನಲ್ಲಿ ಅರಣ್ಯ ಸಿಬ್ಬಂದಿ ಅಥವಾ ಅರಣ್ಯಾಧಿಕಾರಿಗಳ ಹೆಸರನ್ನು ಉಲ್ಲೇಖಿಸಿಲ್ಲ. ಅರಣ್ಯ ಇಲಾಖೆ ಪ್ರಕಾರ: ಅರಣ್ಯ ಇಲಾಖೆ ಮಾಧ್ಯಮ ಪ್ರಕಟಣೆ ಹೊರಡಿಸಿದ್ದು ಕಾವೇರಿ ವನ್ಯಜೀವಿಧಾಮದ ಹನೂರು ವಲಯದ ಶಾಗ್ಯ ಗಸ್ತಿನ ಹೊಗೆಮುಂಡಿಟ್ಟ ಅರಣ್ಯ ಪ್ರದೇಶದಲ್ಲಿ ಕಳ್ಳಬೇಟೆಗಾರರು ಬಂದೂಕು ಸಮೇತ ಪ್ರವೇಶಿಸಿರುತ್ತಾರೆ [197,1924,1488,2032]
article5-headline: ಅರಣ್ಯ ಇಲಾಖೆ ವಿರುದ್ಧ ಎಫ್ಐಆರ್ [787,1837,901,1846]
